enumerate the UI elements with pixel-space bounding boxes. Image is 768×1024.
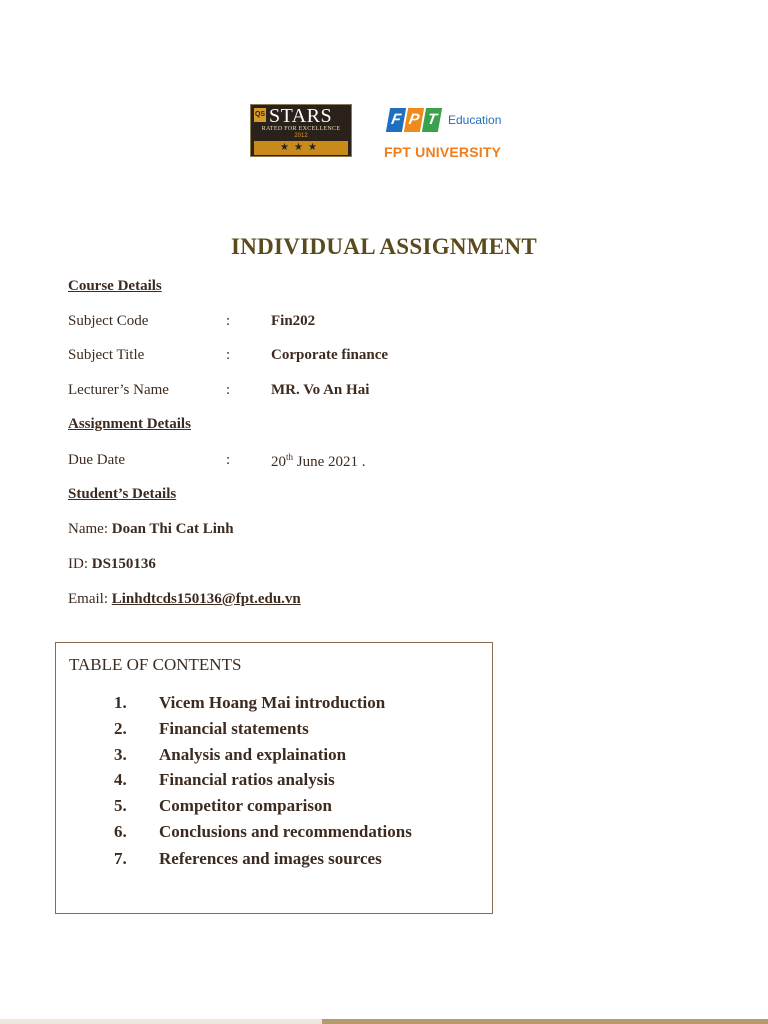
stars-tagline: RATED FOR EXCELLENCE (261, 126, 341, 132)
table-of-contents-box (55, 642, 493, 914)
fpt-letter-blocks (388, 108, 440, 134)
student-name-value: Doan Thi Cat Linh (111, 521, 234, 537)
toc-item-text: Conclusions and recommendations (159, 822, 412, 841)
subject-title-label: Subject Title (68, 347, 145, 363)
stars-wordmark: STARS (269, 105, 333, 127)
student-email-link[interactable]: Linhdtcds150136@fpt.edu.vn (111, 591, 301, 607)
stars-rating: ★★★ (254, 141, 348, 155)
due-date-colon: : (226, 452, 231, 468)
assignment-details-heading: Assignment Details (68, 416, 191, 432)
document-title: INDIVIDUAL ASSIGNMENT (230, 234, 537, 259)
toc-item-number: 4. (114, 770, 127, 789)
due-date-rest: June 2021 . (293, 454, 366, 470)
toc-item-number: 3. (114, 745, 127, 764)
toc-item-text: Financial statements (159, 719, 309, 738)
fpt-education-label: Education (448, 113, 502, 127)
toc-item-text: Vicem Hoang Mai introduction (159, 693, 386, 712)
toc-item-text: Analysis and explaination (159, 745, 347, 764)
student-id-label: ID: (68, 556, 92, 572)
student-name-line (68, 521, 234, 538)
toc-item-text: References and images sources (159, 849, 382, 868)
student-email-label: Email: (68, 591, 112, 607)
student-id-line (68, 556, 156, 573)
fpt-letter-f: F (386, 108, 406, 132)
student-id-value: DS150136 (91, 556, 156, 572)
toc-item-number: 5. (114, 796, 127, 815)
stars-year: 2012 (294, 133, 308, 139)
subject-title-value: Corporate finance (271, 347, 389, 363)
lecturer-name-value: MR. Vo An Hai (271, 382, 370, 398)
toc-item-text: Competitor comparison (159, 796, 332, 815)
student-email-line (68, 591, 301, 608)
student-details-heading: Student’s Details (68, 486, 177, 502)
course-details-heading: Course Details (68, 278, 162, 294)
subject-code-value: Fin202 (271, 313, 316, 329)
qs-badge: QS (254, 108, 266, 122)
due-date-day: 20 (271, 454, 286, 470)
toc-item-text: Financial ratios analysis (159, 770, 335, 789)
student-name-label: Name: (68, 521, 112, 537)
toc-item-number: 7. (114, 849, 127, 868)
fpt-education-logo (384, 106, 520, 160)
fpt-letter-p: P (404, 108, 424, 132)
due-date-value (271, 452, 366, 471)
toc-item-number: 6. (114, 822, 127, 841)
qs-stars-logo (250, 104, 352, 157)
fpt-university-label: FPT UNIVERSITY (384, 144, 502, 160)
toc-item-number: 2. (114, 719, 127, 738)
due-date-label: Due Date (68, 452, 126, 468)
due-date-suffix: th (286, 452, 294, 462)
footer-rule-accent (322, 1019, 768, 1024)
fpt-letter-t: T (422, 108, 442, 132)
subject-code-colon: : (226, 313, 231, 329)
toc-item-number: 1. (114, 693, 127, 712)
subject-title-colon: : (226, 347, 231, 363)
lecturer-name-colon: : (226, 382, 231, 398)
toc-title: TABLE OF CONTENTS (69, 655, 242, 674)
subject-code-label: Subject Code (68, 313, 149, 329)
lecturer-name-label: Lecturer’s Name (68, 382, 169, 398)
